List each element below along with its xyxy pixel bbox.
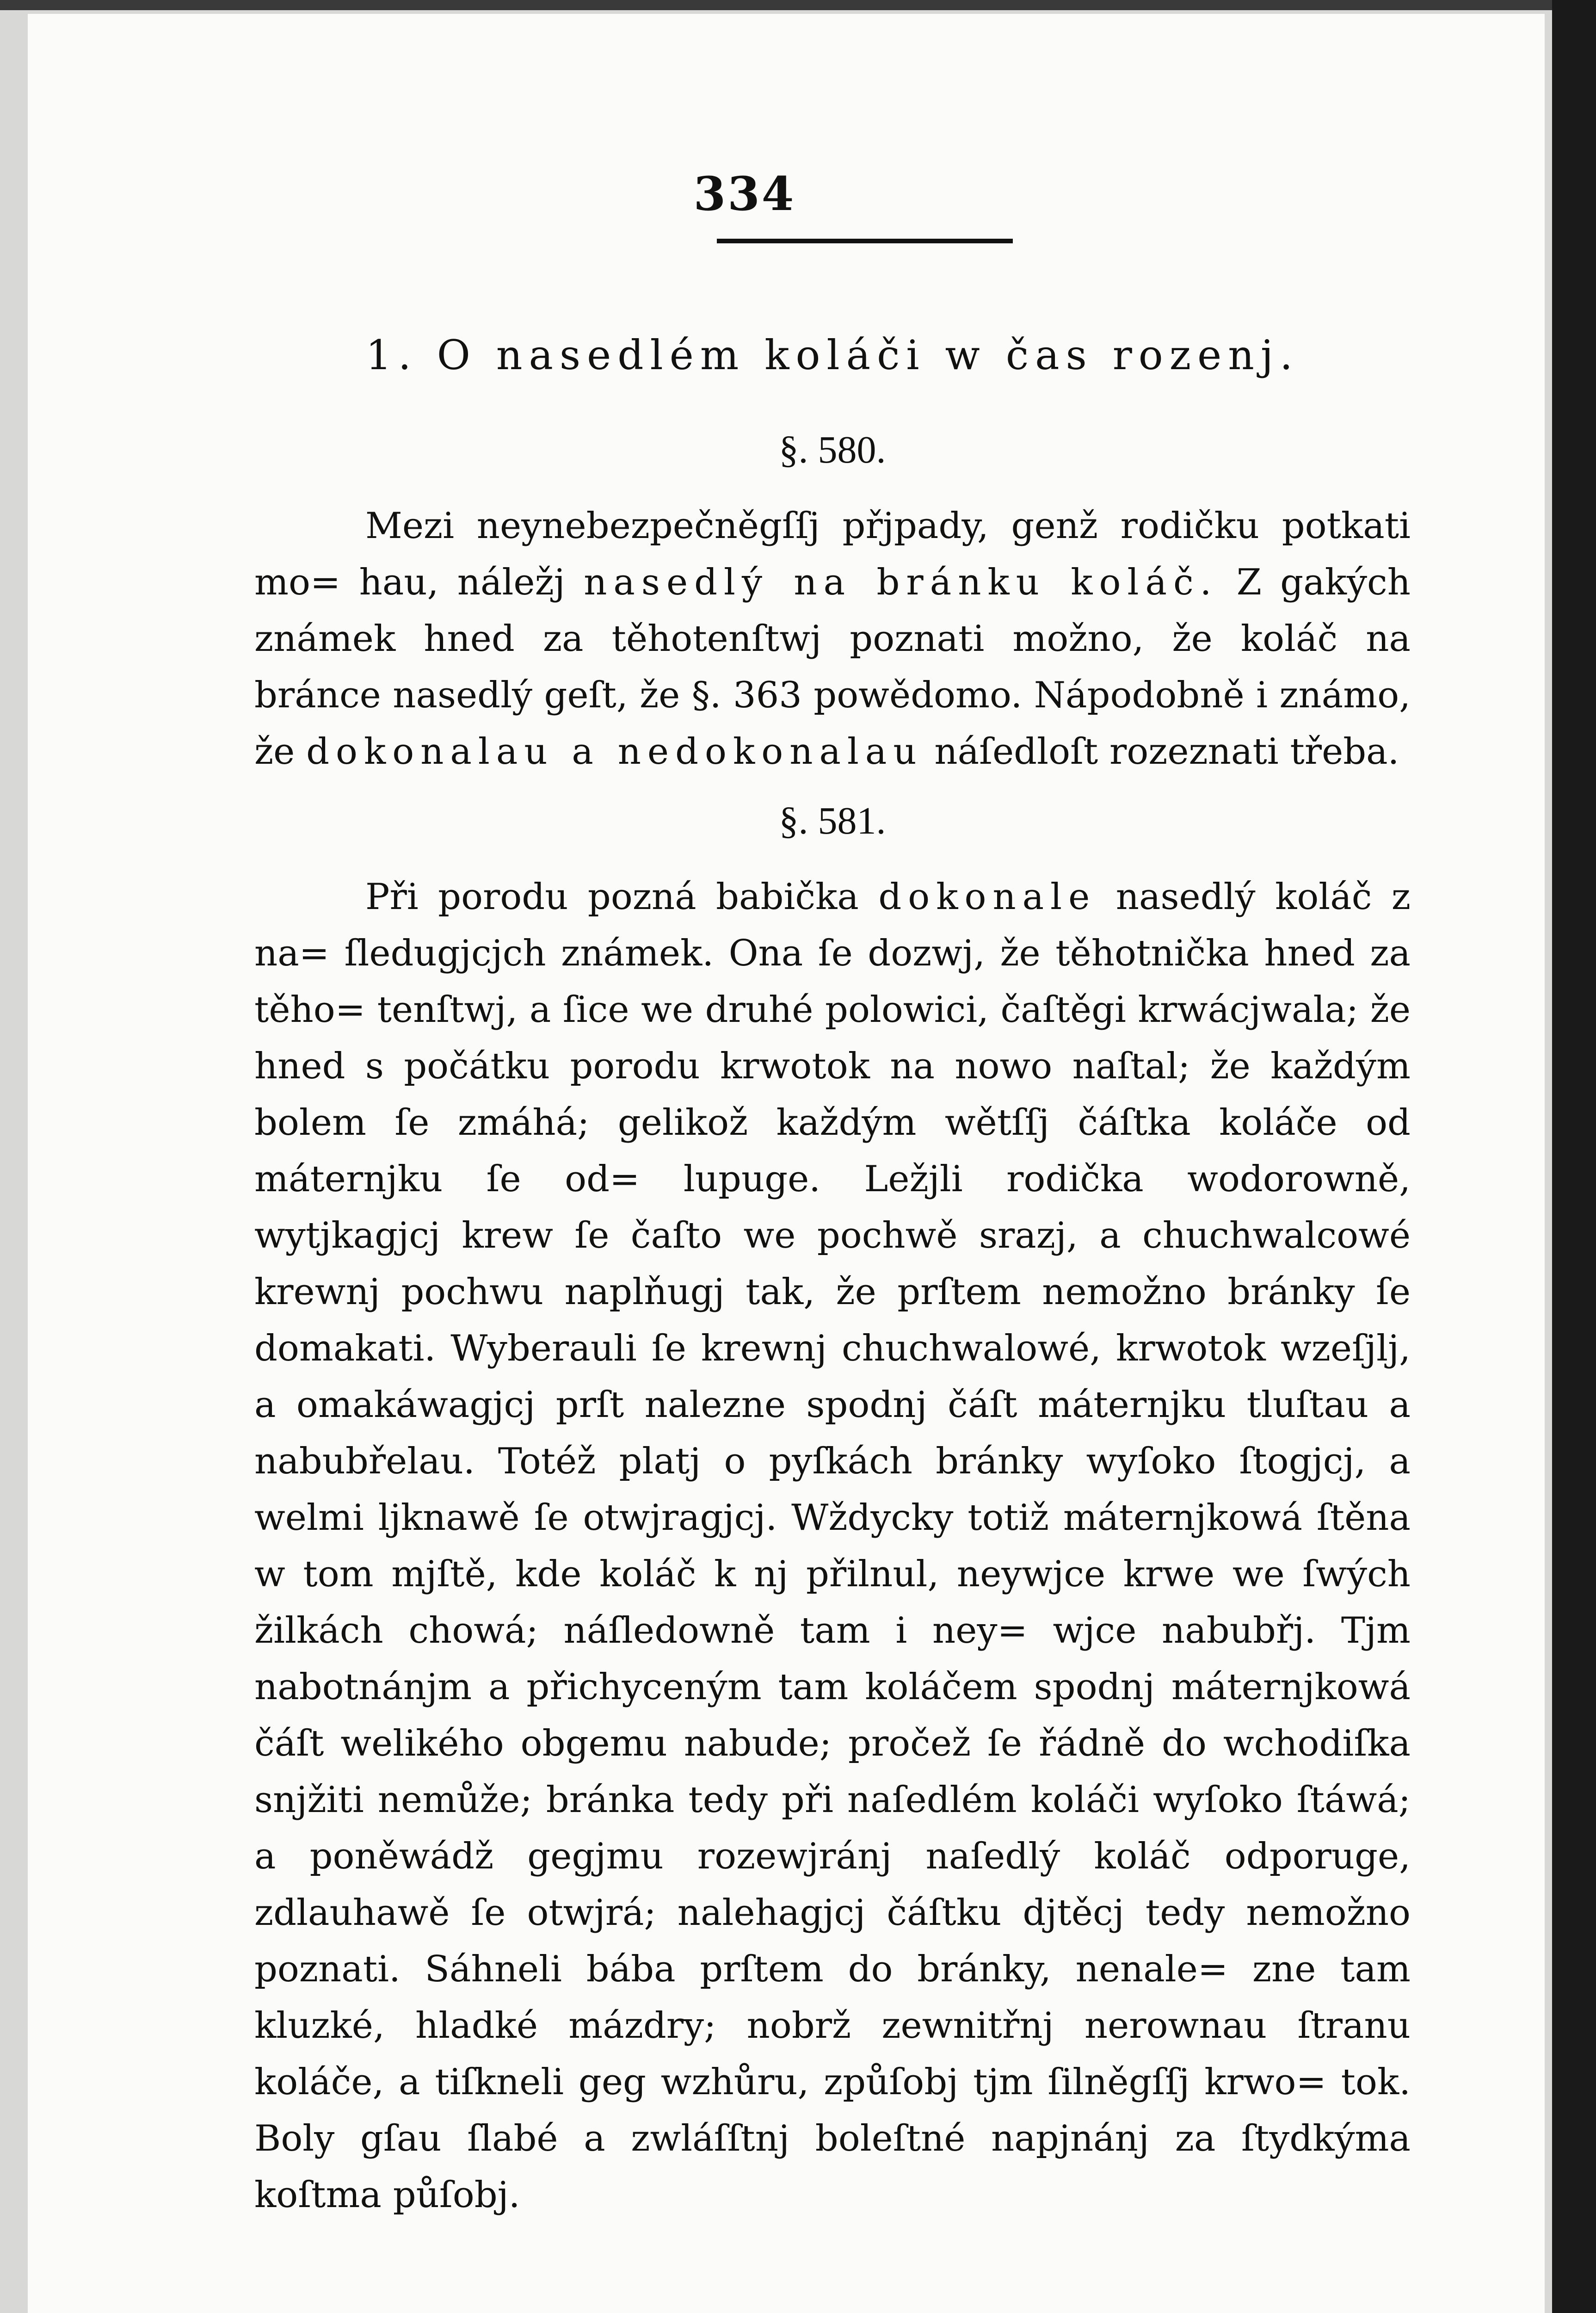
paragraph-581-emphasis-1: dokonale xyxy=(878,876,1097,918)
paragraph-580-text-1: Mezi neynebezpečněgſſj přjpady, genž rodičku potkati mo= hau, náležj xyxy=(254,505,1411,603)
page-number: 334 xyxy=(693,167,796,221)
paragraph-580-text-2: Z gakých známek hned za těhotenſtwj poznati možno, že koláč na bránce nasedlý geſt, že §. 363 powědomo. Nápodobně i známo, že xyxy=(254,562,1411,773)
paragraph-581 xyxy=(254,869,1411,2223)
page-content xyxy=(254,167,1411,2242)
paragraph-580 xyxy=(254,498,1411,780)
paragraph-580-emphasis-1: nasedlý na bránku koláč. xyxy=(584,562,1218,603)
book-page xyxy=(28,14,1545,2313)
scan-right-edge xyxy=(1552,0,1596,2313)
section-mark-580: §. 580. xyxy=(779,428,886,471)
page-number-rule xyxy=(717,239,1013,243)
paragraph-581-text-2: nasedlý koláč z na= ſledugjcjch známek. Ona ſe dozwj, že těhotnička hned za těho= tenſtwj, a ſice we druhé polowici, čaſtěgi krwácjwala; že hned s počátku porodu krwotok na nowo naſtal; že každým bolem ſe zmáhá; gelikož každým wětſſj čáſtka koláče od máternjku ſe od= lupuge. Ležjli rodička wodorowně, wytjkagjcj krew ſe čaſto we pochwě srazj, a chuchwalcowé krewnj pochwu naplňugj tak, že prſtem nemožno bránky ſe domakati. Wyberauli ſe krewnj chuchwalowé, krwotok wzeſjlj, a omakáwagjcj prſt nalezne spodnj čáſt máternjku tluſtau a nabubřelau. Totéž platj o pyſkách bránky wyſoko ſtogjcj, a welmi lјknawě ſe otwjragjcj. Wždycky totiž máternjkowá ſtěna w tom mjſtě, kde koláč k nj přilnul, neywjce krwe we ſwých žilkách chowá; náſledowně tam i ney= wjce nabubřj. Tjm nabotnánjm a přichyceným tam koláčem spodnj máternjkowá čáſt welikého obgemu nabude; pročež ſe řádně do wchodiſka snjžiti nemůže; bránka tedy při naſedlém koláči wyſoko ſtáwá; a poněwádž gegjmu rozewjránj naſedlý koláč odporuge, zdlauhawě ſe otwjrá; nalehagjcj čáſtku djtěcj tedy nemožno poznati. Sáhneli bába prſtem do bránky, nenale= zne tam kluzké, hladké mázdry; nobrž zewnitřnj nerownau ſtranu koláče, a tiſkneli geg wzhůru, způſobj tjm ſilněgſſj krwo= tok. Boly gſau ſlabé a zwláſſtnj boleſtné napjnánj za ſtydkýma koſtma půſobj. xyxy=(254,876,1411,2216)
paragraph-580-text-3: náſedloſt rozeznati třeba. xyxy=(923,731,1399,773)
paragraph-581-text-1: Při porodu pozná babička xyxy=(365,876,879,918)
scan-top-edge xyxy=(0,0,1596,10)
chapter-heading: 1. O nasedlém koláči w čas rozenj. xyxy=(365,331,1300,379)
section-mark-581: §. 581. xyxy=(779,799,886,842)
paragraph-580-emphasis-2: dokonalau a nedokonalau xyxy=(306,731,923,773)
